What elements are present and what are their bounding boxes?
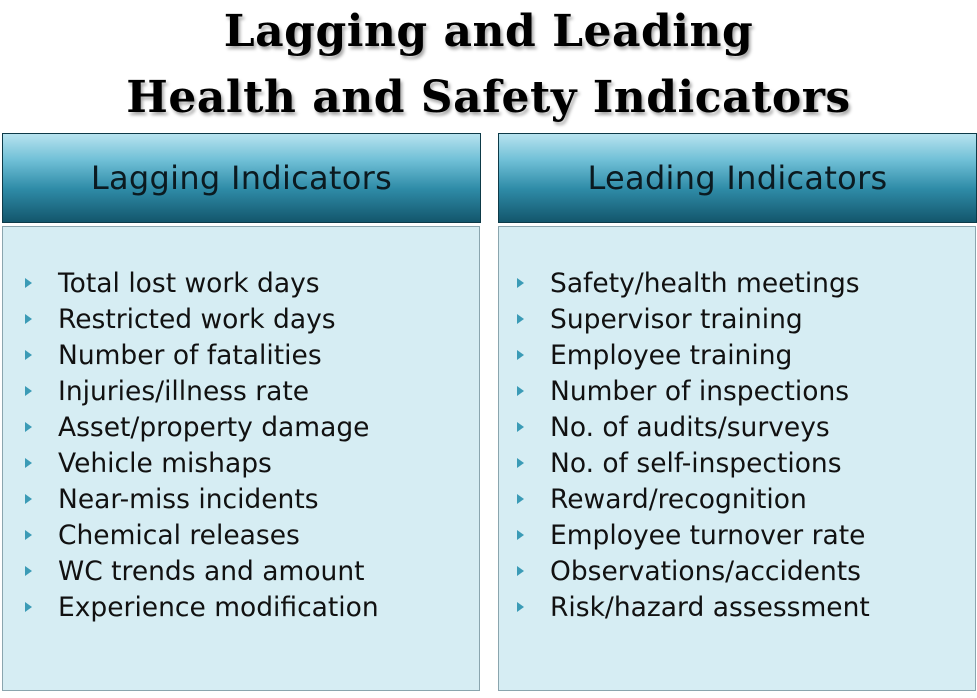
list-item-label: Near-miss incidents (58, 483, 319, 515)
lagging-list (25, 265, 379, 625)
lagging-list-panel (2, 226, 480, 691)
list-item (25, 517, 379, 553)
triangle-bullet-icon (25, 458, 32, 468)
triangle-bullet-icon (517, 530, 524, 540)
triangle-bullet-icon (25, 350, 32, 360)
list-item-label: Chemical releases (58, 519, 300, 551)
triangle-bullet-icon (25, 494, 32, 504)
list-item (517, 517, 870, 553)
lagging-header (2, 133, 481, 223)
list-item-label: Restricted work days (58, 303, 336, 335)
triangle-bullet-icon (25, 602, 32, 612)
list-item (517, 265, 870, 301)
list-item-label: Safety/health meetings (550, 267, 860, 299)
list-item (25, 553, 379, 589)
list-item-label: Vehicle mishaps (58, 447, 272, 479)
list-item (517, 337, 870, 373)
triangle-bullet-icon (25, 566, 32, 576)
list-item-label: WC trends and amount (58, 555, 365, 587)
list-item-label: Experience modification (58, 591, 379, 623)
lagging-header-label: Lagging Indicators (90, 159, 393, 197)
page-title-line-1: Lagging and Leading (223, 6, 754, 57)
list-item-label: Number of inspections (550, 375, 850, 407)
list-item-label: Total lost work days (58, 267, 320, 299)
list-item (25, 301, 379, 337)
list-item (25, 337, 379, 373)
triangle-bullet-icon (25, 278, 32, 288)
list-item-label: Employee turnover rate (550, 519, 866, 551)
list-item (517, 445, 870, 481)
triangle-bullet-icon (25, 314, 32, 324)
triangle-bullet-icon (517, 602, 524, 612)
triangle-bullet-icon (517, 350, 524, 360)
triangle-bullet-icon (517, 314, 524, 324)
list-item-label: Number of fatalities (58, 339, 322, 371)
triangle-bullet-icon (517, 458, 524, 468)
list-item-label: Observations/accidents (550, 555, 861, 587)
list-item (517, 373, 870, 409)
triangle-bullet-icon (517, 494, 524, 504)
leading-list-panel (498, 226, 976, 691)
list-item-label: Reward/recognition (550, 483, 807, 515)
triangle-bullet-icon (25, 422, 32, 432)
leading-list (517, 265, 870, 625)
triangle-bullet-icon (517, 386, 524, 396)
leading-header (498, 133, 977, 223)
list-item (517, 301, 870, 337)
list-item (25, 481, 379, 517)
list-item-label: No. of self-inspections (550, 447, 842, 479)
triangle-bullet-icon (517, 422, 524, 432)
triangle-bullet-icon (25, 530, 32, 540)
list-item (25, 409, 379, 445)
list-item-label: Supervisor training (550, 303, 803, 335)
list-item (517, 481, 870, 517)
list-item-label: No. of audits/surveys (550, 411, 830, 443)
list-item (517, 589, 870, 625)
page-title-line-2: Health and Safety Indicators (126, 72, 851, 123)
list-item (517, 409, 870, 445)
list-item-label: Injuries/illness rate (58, 375, 310, 407)
list-item (25, 373, 379, 409)
list-item-label: Risk/hazard assessment (550, 591, 870, 623)
list-item (25, 445, 379, 481)
list-item-label: Asset/property damage (58, 411, 370, 443)
list-item (25, 589, 379, 625)
triangle-bullet-icon (517, 566, 524, 576)
leading-header-label: Leading Indicators (587, 159, 888, 197)
triangle-bullet-icon (517, 278, 524, 288)
triangle-bullet-icon (25, 386, 32, 396)
list-item (25, 265, 379, 301)
list-item-label: Employee training (550, 339, 793, 371)
list-item (517, 553, 870, 589)
